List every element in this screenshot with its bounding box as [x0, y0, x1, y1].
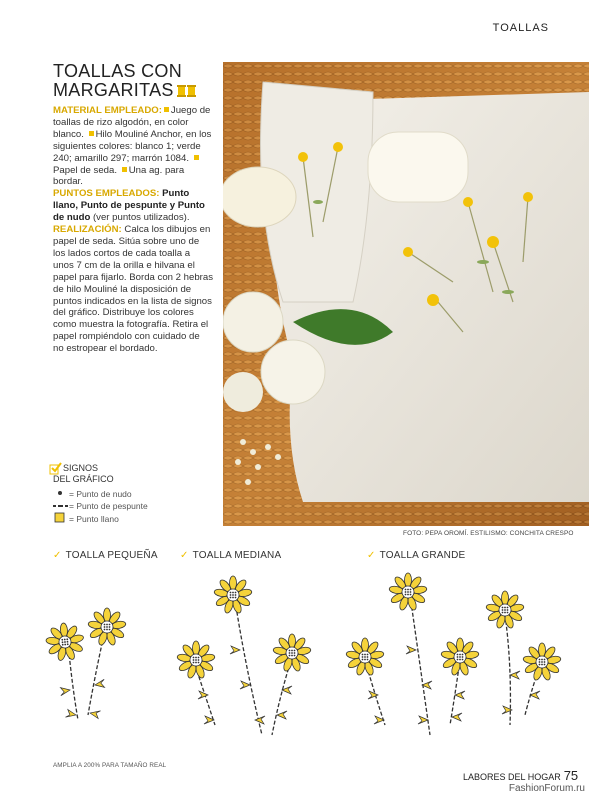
- photo-credit: FOTO: PEPA OROMÍ. ESTILISMO: CONCHITA CRESPO: [403, 530, 574, 537]
- satin-stitch-symbol: [55, 513, 64, 522]
- puntos-note: (ver puntos utilizados).: [92, 212, 190, 224]
- knot-stitch-symbol: [58, 491, 62, 495]
- legend-title-1: SIGNOS: [63, 463, 99, 473]
- check-icon: [49, 461, 63, 475]
- material-item-1: Juego de toallas de rizo algodón, en color blanco.: [53, 105, 211, 140]
- bullet-icon: [89, 131, 94, 136]
- label-small-towel: ✓ TOALLA PEQUEÑA: [53, 550, 158, 561]
- bullet-icon: [194, 155, 199, 160]
- title-line-1: TOALLAS CON: [53, 61, 183, 81]
- realizacion-text: Calca los dibujos en papel de seda. Sitúa sobre uno de los lados cortos de cada toalla a unos 7 cm de la orilla e hilvana el papel para fijarlo. Borda con 2 hebras de hilo Mouliné la disposición de puntos indicados en la lista de signos del gráfico. Distribuye los colores como muestra la fotografía. Retira el papel rompiéndolo con cuidado de no estropear el bordado.: [53, 224, 213, 355]
- page-number: 75: [563, 768, 579, 783]
- title-line-2: MARGARITAS: [53, 80, 174, 100]
- page-footer: [463, 768, 578, 783]
- chart-legend: [53, 463, 203, 533]
- puntos-list: Punto llano, Punto de pespunte y Punto de nudo: [53, 188, 205, 224]
- watermark: FashionForum.ru: [508, 783, 585, 794]
- material-item-3: Papel de seda.: [53, 164, 118, 176]
- article-title: [53, 62, 223, 101]
- towels-photo: [223, 62, 589, 526]
- legend-backstitch: = Punto de pespunte: [69, 501, 148, 511]
- puntos-heading: PUNTOS EMPLEADOS:: [53, 188, 160, 200]
- label-large-towel: ✓ TOALLA GRANDE: [367, 550, 466, 561]
- legend-satin: = Punto llano: [69, 514, 119, 524]
- realizacion-heading: REALIZACIÓN:: [53, 224, 122, 236]
- instructions-text: [53, 105, 213, 355]
- material-item-4: Una ag. para bordar.: [53, 164, 185, 188]
- magazine-name: LABORES DEL HOGAR: [463, 772, 561, 782]
- enlarge-note: AMPLIA A 200% PARA TAMAÑO REAL: [53, 762, 167, 769]
- legend-knot: = Punto de nudo: [69, 489, 132, 499]
- embroidery-patterns: [0, 565, 589, 760]
- bullet-icon: [122, 167, 127, 172]
- material-item-2: Hilo Mouliné Anchor, en los siguientes colores: blanco 1; verde 240; amarillo 297; marrón 1084.: [53, 128, 212, 164]
- thread-spools-icon: [177, 82, 197, 101]
- material-heading: MATERIAL EMPLEADO:: [53, 105, 162, 116]
- legend-title-2: DEL GRÁFICO: [53, 474, 114, 484]
- section-title: TOALLAS: [492, 22, 549, 34]
- bullet-icon: [164, 107, 169, 112]
- label-medium-towel: ✓ TOALLA MEDIANA: [180, 550, 282, 561]
